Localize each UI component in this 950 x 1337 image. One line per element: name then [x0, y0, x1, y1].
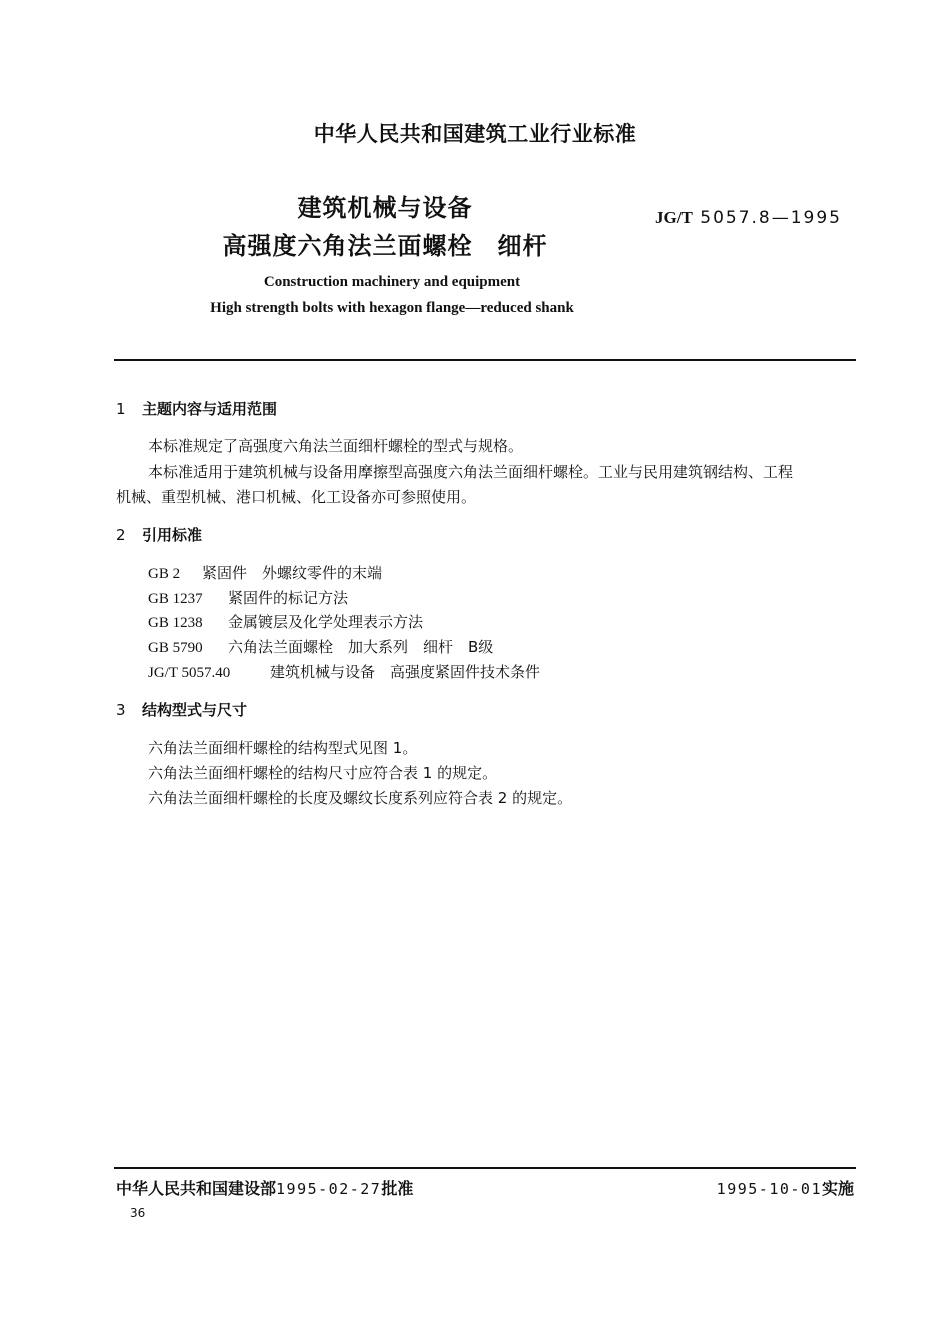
reference-item [148, 661, 540, 682]
issuer: 中华人民共和国建设部 [116, 1179, 277, 1198]
reference-title: 建筑机械与设备 高强度紧固件技术条件 [270, 663, 541, 681]
reference-code: GB 1238 [148, 615, 203, 631]
section-2-heading [116, 524, 202, 545]
section-title: 主题内容与适用范围 [142, 400, 278, 418]
reference-item [148, 587, 348, 608]
reference-title: 紧固件 外螺纹零件的末端 [202, 564, 383, 582]
section-1-paragraph: 本标准适用于建筑机械与设备用摩擦型高强度六角法兰面细杆螺栓。工业与民用建筑钢结构、工程 [148, 463, 794, 481]
title-en-line1: Construction machinery and equipment [263, 274, 521, 290]
reference-item [148, 611, 423, 632]
section-number: 2 [116, 526, 126, 544]
reference-title: 六角法兰面螺栓 加大系列 细杆 B级 [228, 638, 494, 656]
title-cn-line1: 建筑机械与设备 [297, 194, 473, 222]
reference-code: JG/T 5057.40 [148, 665, 231, 681]
title-en-line2: High strength bolts with hexagon flange—reduced shank [210, 300, 574, 316]
section-number: 3 [116, 701, 126, 719]
section-3-paragraph: 六角法兰面细杆螺栓的长度及螺纹长度系列应符合表 2 的规定。 [148, 789, 573, 807]
section-number: 1 [116, 400, 126, 418]
section-1-paragraph: 机械、重型机械、港口机械、化工设备亦可参照使用。 [116, 488, 477, 506]
standard-code-number: 5057.8—1995 [700, 208, 842, 228]
effective-date: 1995-10-01 [716, 1180, 822, 1198]
title-cn-line2: 高强度六角法兰面螺栓 细杆 [222, 232, 548, 260]
standard-code [655, 208, 842, 228]
approval-line [116, 1176, 413, 1199]
reference-title: 紧固件的标记方法 [228, 589, 349, 607]
section-3-paragraph: 六角法兰面细杆螺栓的结构型式见图 1。 [148, 739, 418, 757]
reference-code: GB 5790 [148, 640, 203, 656]
reference-code: GB 2 [148, 566, 181, 582]
page-number: 36 [130, 1206, 146, 1220]
header-divider [114, 359, 856, 361]
standard-code-prefix: JG/T [655, 208, 693, 227]
approval-date: 1995-02-27 [276, 1180, 382, 1198]
standard-category: 中华人民共和国建筑工业行业标准 [313, 122, 637, 146]
section-1-paragraph: 本标准规定了高强度六角法兰面细杆螺栓的型式与规格。 [148, 437, 524, 455]
reference-title: 金属镀层及化学处理表示方法 [228, 613, 424, 631]
effective-line [717, 1176, 854, 1199]
approval-label: 批准 [381, 1179, 414, 1198]
section-title: 结构型式与尺寸 [142, 701, 248, 719]
footer-divider [114, 1167, 856, 1169]
section-3-paragraph: 六角法兰面细杆螺栓的结构尺寸应符合表 1 的规定。 [148, 764, 498, 782]
reference-code: GB 1237 [148, 591, 203, 607]
section-1-heading [116, 398, 277, 419]
section-3-heading [116, 699, 247, 720]
reference-item [148, 562, 382, 583]
section-title: 引用标准 [142, 526, 203, 544]
reference-item [148, 636, 493, 657]
effective-label: 实施 [821, 1179, 854, 1198]
